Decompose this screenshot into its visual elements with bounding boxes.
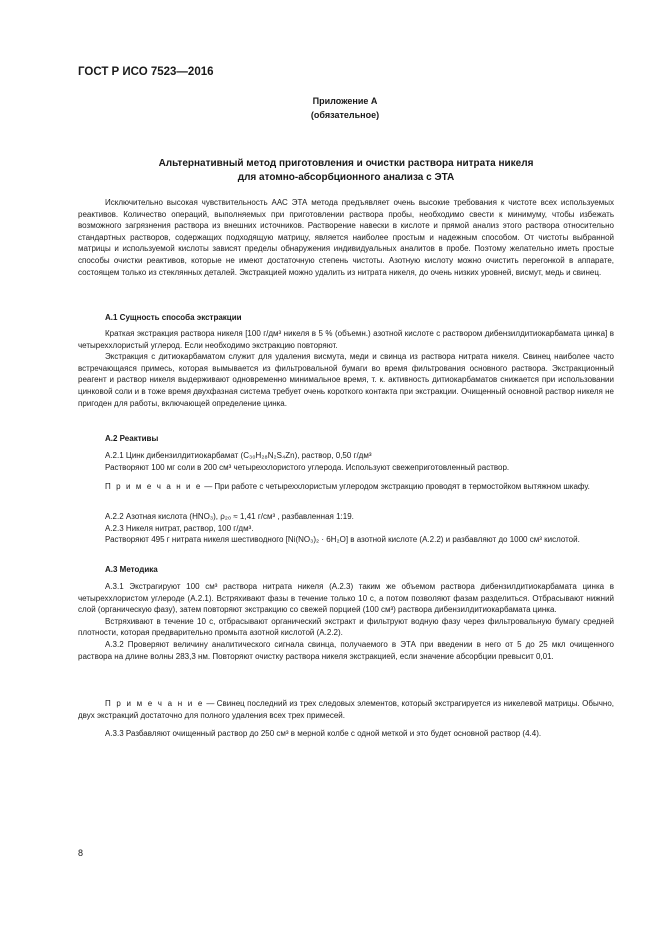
- a3-1-text: А.3.1 Экстрагируют 100 см³ раствора нитрата никеля (А.2.3) таким же объемом раствора дибензилдитиокарбамата цинка в четыреххлористом углероде (А.2.1). Встряхивают фазы в течение только 10 с, а потом позволяют фазам разделиться. Отбрасывают нижний слой (органическую фазу), затем повторяют экстракцию со свежей порцией (100 см³) раствора дибензилдитиокарбамата цинка.: [78, 582, 614, 615]
- a2-1-text: А.2.1 Цинк дибензилдитиокарбамат (C₃₀H₂₈N₂S₄Zn), раствор, 0,50 г/дм³: [105, 451, 372, 460]
- section-a1-body: [78, 328, 614, 409]
- a2-1-prep: Растворяют 100 мг соли в 200 см³ четыреххлористого углерода. Используют свежеприготовленный раствор.: [105, 462, 510, 472]
- a3-note-paragraph: [78, 698, 614, 721]
- section-a3-heading: А.3 Методика: [105, 565, 158, 574]
- a3-1-block: [78, 581, 614, 662]
- annex-label: Приложение А: [312, 96, 378, 106]
- a2-note-paragraph: [78, 481, 614, 493]
- annex-header: [300, 94, 390, 122]
- note-label-2: П р и м е ч а н и е: [105, 699, 204, 708]
- a3-1-followup: Встряхивают в течение 10 с, отбрасывают органический экстракт и фильтруют водную фазу через фильтровальную бумагу средней плотности, которая предварительно промыта азотной кислотой (А.2.2).: [78, 616, 614, 638]
- note-text-2: — Свинец последний из трех следовых элементов, который экстрагируется из никелевой матрицы. Обычно, двух экстракций достаточно для полного удаления всех трех примесей.: [78, 699, 614, 720]
- section-a2-heading: А.2 Реактивы: [105, 434, 159, 443]
- a1-paragraph-1: Краткая экстракция раствора никеля [100 г/дм³ никеля в 5 % (объемн.) азотной кислоте с раствором дибензилдитиокарбамата цинка] в четыреххлористый углерод. Если необходимо экстракцию повторяют.: [78, 329, 614, 350]
- a3-note: [78, 698, 614, 721]
- page-number: 8: [78, 848, 84, 858]
- annex-title: [78, 157, 614, 185]
- a3-3-text: А.3.3 Разбавляют очищенный раствор до 250 см³ в мерной колбе с одной меткой и это будет основной раствор (4.4).: [105, 729, 542, 738]
- a1-paragraph-2: Экстракция с дитиокарбаматом служит для удаления висмута, меди и свинца из раствора нитрата никеля. Свинец наиболее часто встречающаяся примесь, которая вымывается из фильтровальной бумаги во время фильтрования основного раствора. Экстракционный реагент и раствор никеля выдерживают одновременно минимальное время, т. к. активность дитиокарбаматов снижается при использовании цинковой соли и в тоже время двухфазная система требует очень короткого контакта при экстракции. Очищенный основной раствор никеля не пригоден для работы, включающей определение цинка.: [78, 352, 614, 408]
- intro-text: Исключительно высокая чувствительность ААС ЭТА метода предъявляет очень высокие требования к чистоте всех используемых реактивов. Количество операций, выполняемых при приготовлении раствора пробы, необходимо свести к минимуму, чтобы избежать возможного загрязнения раствора из внешних источников. Растворение навески в кислоте и прямой анализ этого раствора относительно стандартных растворов, содержащих подходящую матрицу, является наиболее простым и надежным способом. От чистоты выбранной матрицы и используемой кислоты зависят пределы обнаружения индивидуальных аналитов в пробе. Поэтому желательно иметь простые способы очистки реактивов, которые не имеют достаточную степень чистоты. Азотную кислоту можно очистить перегонкой в аппарате, состоящем только из стеклянных деталей. Экстракцией можно удалить из нитрата никеля, до очень низких уровней, висмут, медь и свинец.: [78, 198, 614, 277]
- a2-3-text: А.2.3 Никеля нитрат, раствор, 100 г/дм³.: [105, 523, 254, 533]
- section-a1-heading: А.1 Сущность способа экстракции: [105, 313, 242, 322]
- note-label: П р и м е ч а н и е: [105, 482, 202, 491]
- a2-2-text: А.2.2 Азотная кислота (HNO₃), ρ₂₀ ≈ 1,41 г/см³ , разбавленная 1:19.: [105, 512, 354, 521]
- document-code: ГОСТ Р ИСО 7523—2016: [78, 66, 214, 78]
- note-text: — При работе с четыреххлористым углеродом экстракцию проводят в термостойком вытяжном шкафу.: [201, 482, 590, 491]
- a2-3-prep: Растворяют 495 г нитрата никеля шестиводного [Ni(NO₃)₂ · 6H₂O] в азотной кислоте (А.2.2) и разбавляют до 1000 см³ кислотой.: [105, 535, 580, 545]
- a3-3-block: [78, 728, 614, 740]
- a3-2-text: А.3.2 Проверяют величину аналитического сигнала свинца, получаемого в ЭТА при введении в него от 5 до 25 мкл очищенного раствора на длине волны 283,3 нм. Повторяют очистку раствора никеля экстракцией, если значение абсорбции превысит 0,01.: [78, 639, 614, 661]
- a2-2-3-block: [78, 511, 614, 546]
- a2-1-block: [78, 450, 614, 473]
- title-line-1: Альтернативный метод приготовления и очистки раствора нитрата никеля: [158, 158, 534, 169]
- annex-status: (обязательное): [310, 110, 380, 120]
- title-line-2: для атомно-абсорбционного анализа с ЭТА: [237, 172, 455, 183]
- a2-note: [78, 481, 614, 493]
- intro-paragraph: [78, 197, 614, 278]
